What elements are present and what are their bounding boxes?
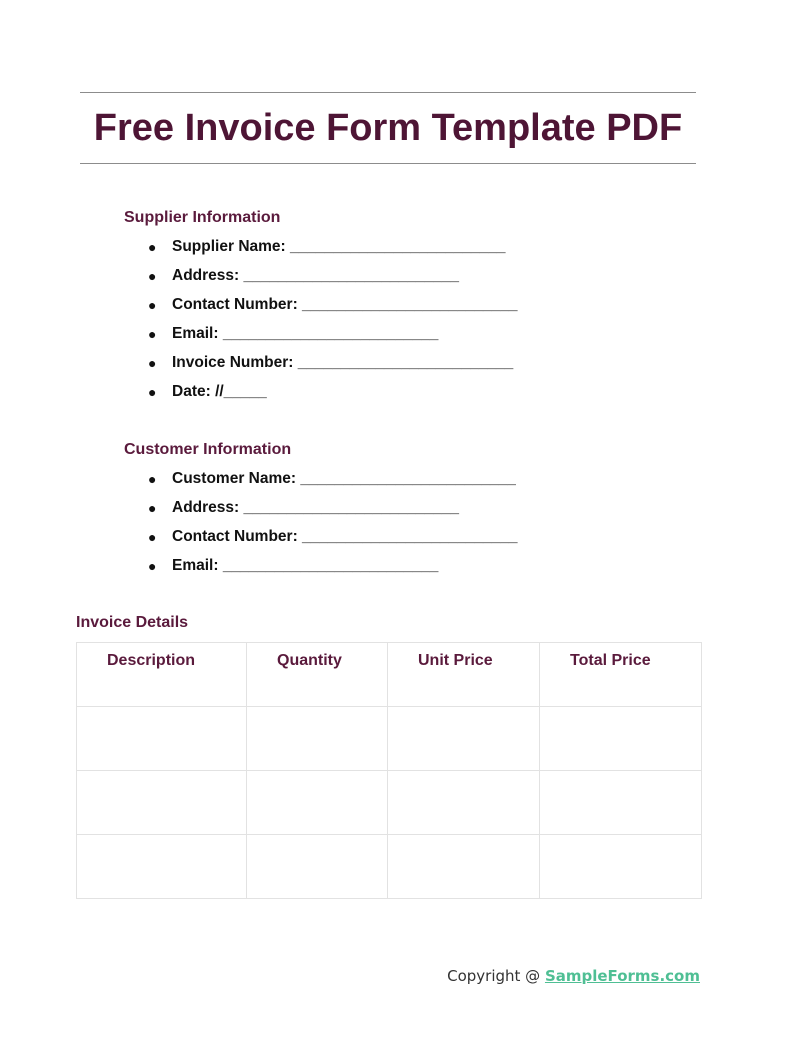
table-cell[interactable]: [77, 835, 247, 899]
customer-field: [148, 527, 518, 556]
bullet-icon: ●: [148, 355, 157, 371]
bullet-icon: ●: [148, 529, 157, 545]
table-row: [77, 771, 702, 835]
field-label: Date: //_____: [172, 383, 267, 400]
customer-field: [148, 498, 518, 527]
field-label: Invoice Number: _________________________: [172, 354, 514, 371]
field-label: Contact Number: _________________________: [172, 296, 518, 313]
page-title: Free Invoice Form Template PDF: [93, 107, 683, 149]
supplier-field: [148, 382, 518, 411]
invoice-details-heading: Invoice Details: [76, 614, 189, 631]
bullet-icon: ●: [148, 384, 157, 400]
supplier-field-list: [148, 237, 518, 411]
bullet-icon: ●: [148, 558, 157, 574]
table-cell[interactable]: [247, 707, 388, 771]
field-label: Supplier Name: _________________________: [172, 238, 506, 255]
table-cell[interactable]: [388, 771, 540, 835]
title-rule-bottom: [80, 163, 696, 164]
supplier-field: [148, 237, 518, 266]
bullet-icon: ●: [148, 500, 157, 516]
customer-field-list: [148, 469, 518, 585]
supplier-heading: Supplier Information: [124, 209, 281, 226]
brand-link[interactable]: SampleForms.com: [544, 967, 700, 985]
column-header-total-price: Total Price: [540, 643, 702, 707]
footer-copyright: [447, 966, 700, 986]
bullet-icon: ●: [148, 297, 157, 313]
customer-heading: Customer Information: [124, 441, 292, 458]
title-rule-top: [80, 92, 696, 93]
table-header-row: [77, 643, 702, 707]
field-label: Email: _________________________: [172, 325, 439, 342]
copyright-text: Copyright @: [447, 967, 545, 985]
customer-field: [148, 556, 518, 585]
column-header-description: Description: [77, 643, 247, 707]
invoice-details-table: [76, 642, 702, 899]
table-cell[interactable]: [540, 771, 702, 835]
table-cell[interactable]: [388, 707, 540, 771]
supplier-field: [148, 324, 518, 353]
supplier-field: [148, 266, 518, 295]
table-cell[interactable]: [388, 835, 540, 899]
table-cell[interactable]: [77, 707, 247, 771]
table-cell[interactable]: [77, 771, 247, 835]
table-cell[interactable]: [247, 771, 388, 835]
column-header-unit-price: Unit Price: [388, 643, 540, 707]
field-label: Address: _________________________: [172, 499, 459, 516]
table-cell[interactable]: [540, 835, 702, 899]
field-label: Address: _________________________: [172, 267, 459, 284]
column-header-quantity: Quantity: [247, 643, 388, 707]
supplier-field: [148, 353, 518, 382]
customer-field: [148, 469, 518, 498]
supplier-field: [148, 295, 518, 324]
field-label: Contact Number: _________________________: [172, 528, 518, 545]
field-label: Customer Name: _________________________: [172, 470, 516, 487]
bullet-icon: ●: [148, 268, 157, 284]
bullet-icon: ●: [148, 471, 157, 487]
bullet-icon: ●: [148, 239, 157, 255]
table-cell[interactable]: [540, 707, 702, 771]
bullet-icon: ●: [148, 326, 157, 342]
table-row: [77, 707, 702, 771]
table-row: [77, 835, 702, 899]
table-cell[interactable]: [247, 835, 388, 899]
field-label: Email: _________________________: [172, 557, 439, 574]
